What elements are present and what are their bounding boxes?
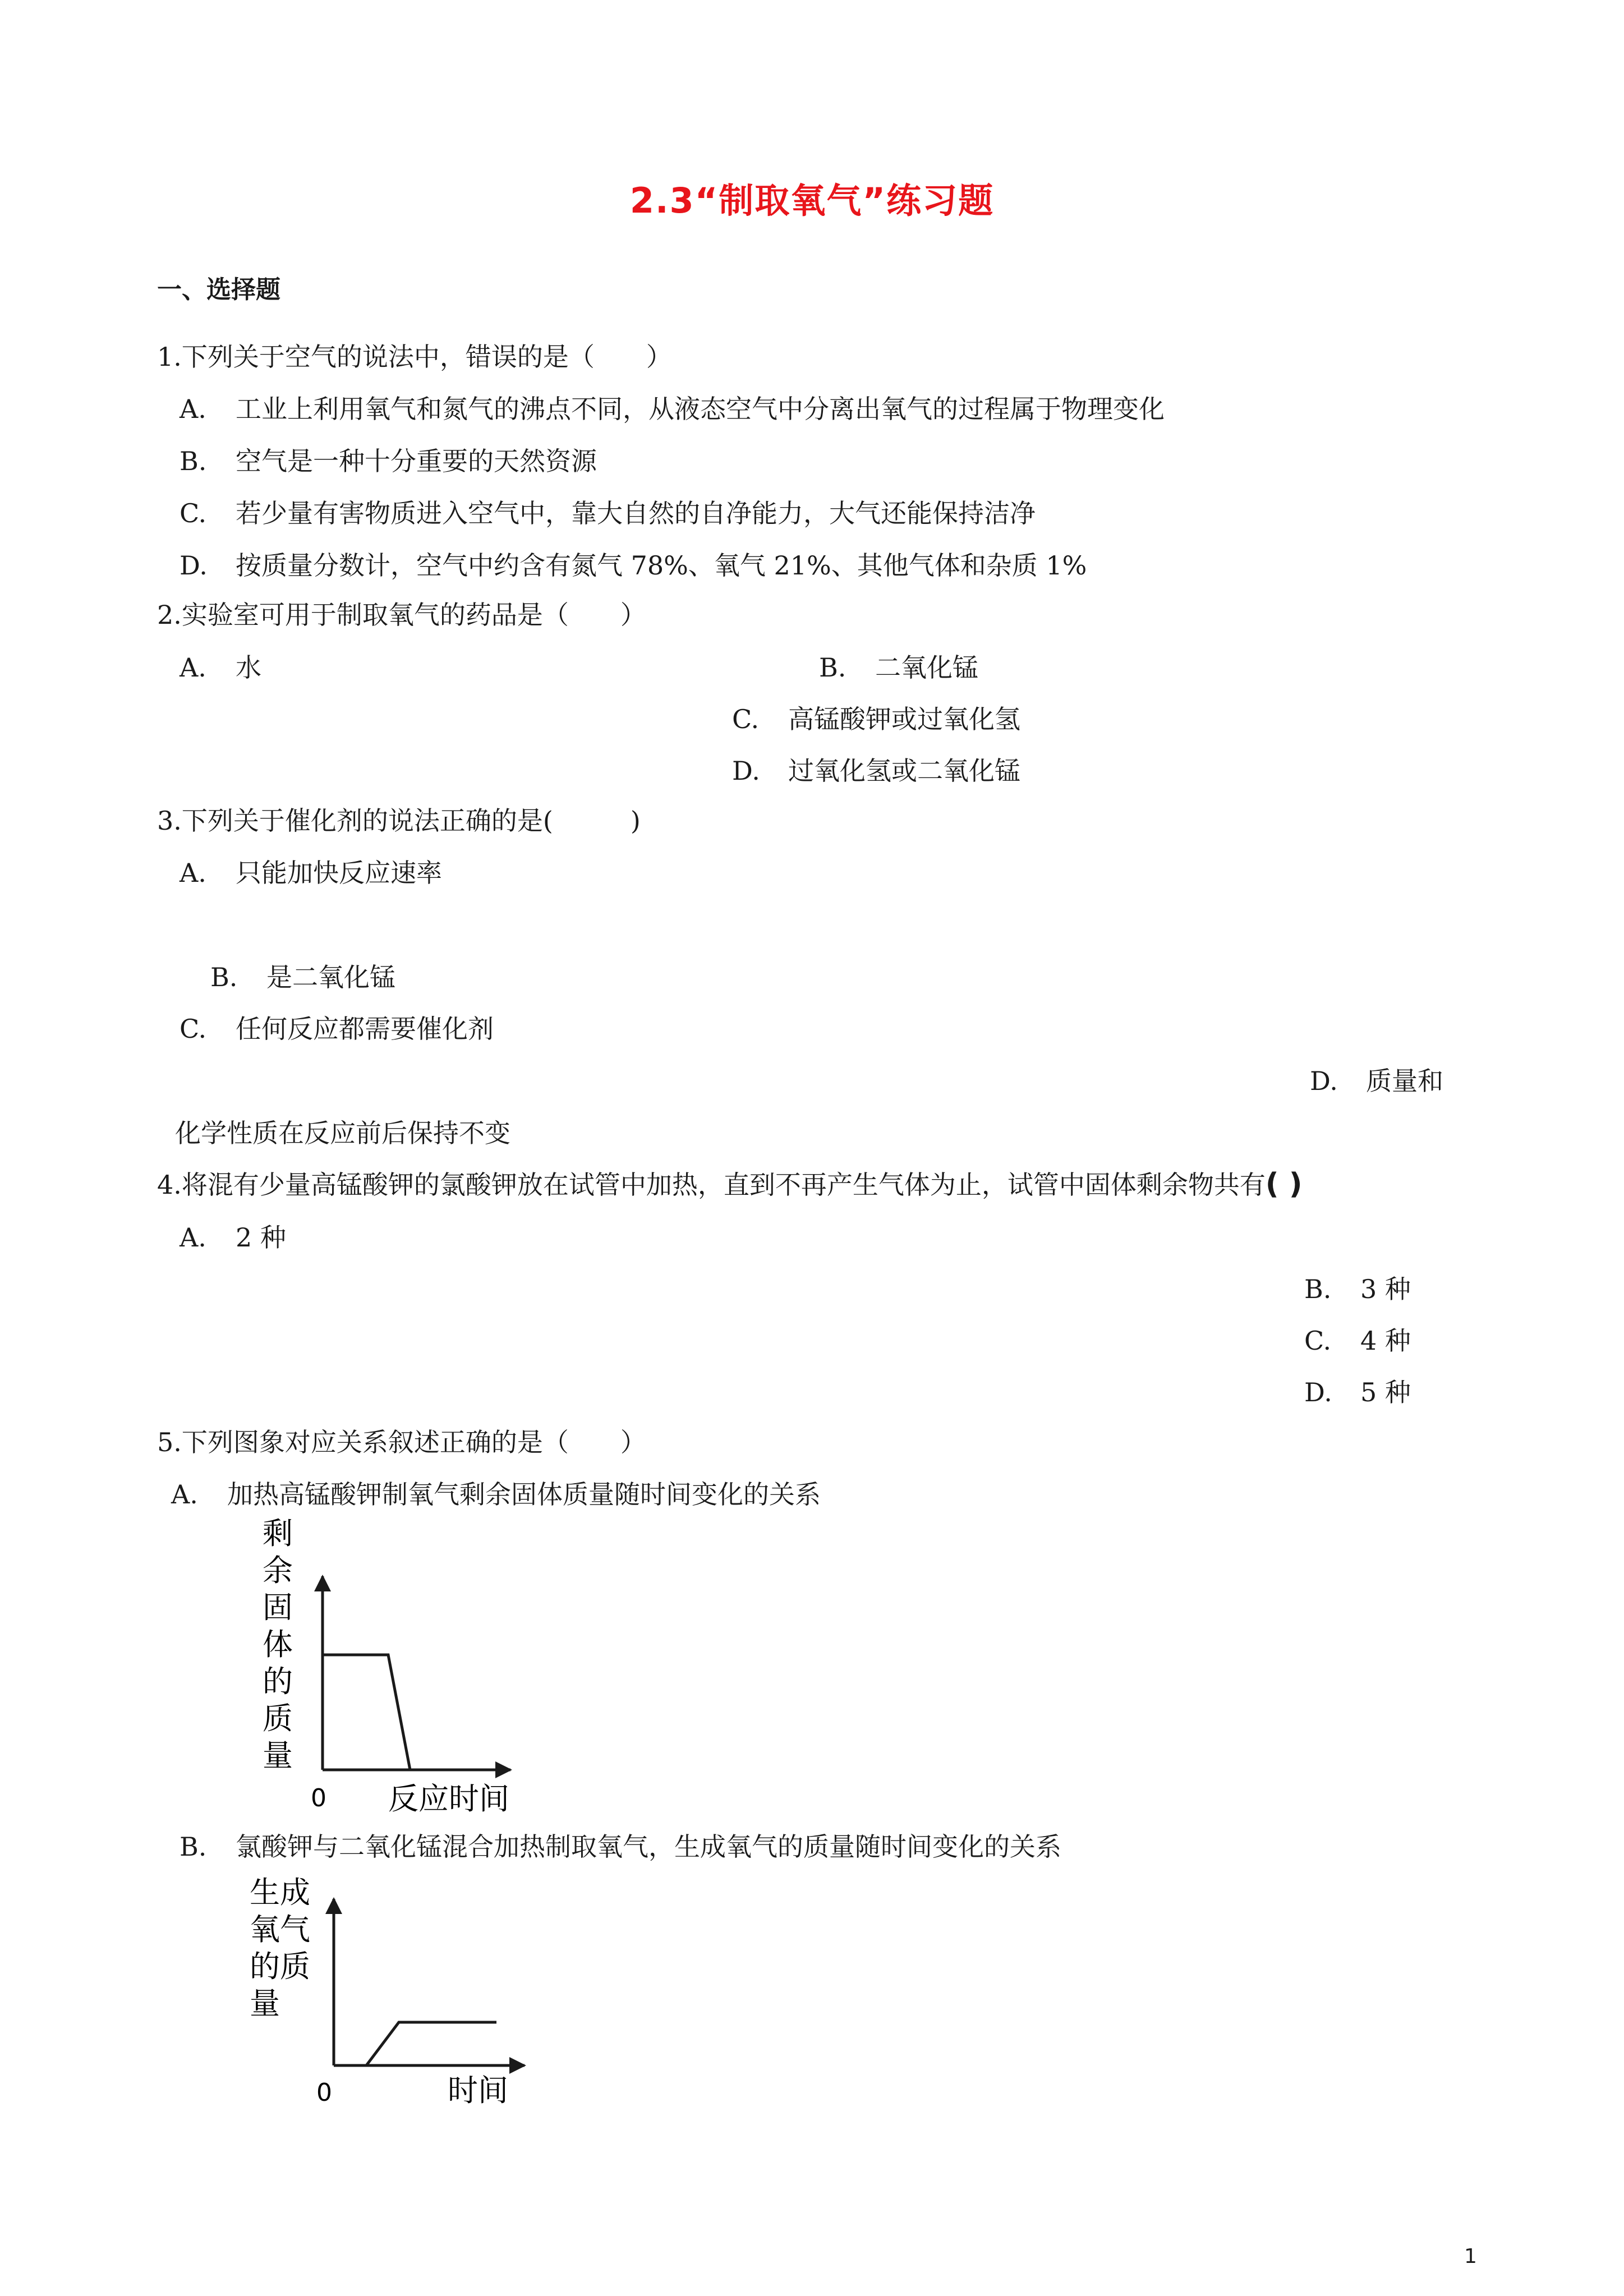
option-text: 质量和	[1366, 1066, 1443, 1096]
option-text: 2 种	[236, 1222, 286, 1253]
option-text: 二氧化锰	[875, 652, 978, 683]
question-4-option-c	[1304, 1320, 1411, 1358]
option-letter: A.	[180, 394, 206, 424]
graph-a-origin: 0	[311, 1784, 326, 1812]
graph-b-origin: 0	[316, 2078, 332, 2107]
option-letter: A.	[180, 858, 206, 888]
graph-a-y-label-char: 体	[263, 1627, 293, 1662]
graph-a-y-label-char: 量	[263, 1738, 293, 1773]
graph-b	[247, 1874, 539, 2109]
option-letter: C.	[732, 704, 760, 734]
graph-a-x-axis-label: 反应时间	[388, 1781, 509, 1816]
graph-a-y-label-char: 质	[263, 1701, 293, 1736]
question-2-option-b	[819, 647, 978, 684]
option-text: 只能加快反应速率	[236, 858, 442, 888]
question-4-option-d	[1304, 1372, 1411, 1409]
option-letter: B.	[210, 962, 238, 992]
question-4-text: 4.将混有少量高锰酸钾的氯酸钾放在试管中加热，直到不再产生气体为止，试管中固体剩余物共有	[157, 1170, 1266, 1200]
option-letter: D.	[732, 756, 760, 786]
question-1-option-a	[180, 389, 1165, 426]
option-letter: A.	[180, 1222, 206, 1253]
question-2-option-a	[180, 647, 261, 684]
question-3-option-a	[180, 853, 442, 890]
question-5-option-b	[180, 1826, 1061, 1864]
option-letter: A.	[180, 652, 206, 683]
option-text: 氯酸钾与二氧化锰混合加热制取氧气，生成氧气的质量随时间变化的关系	[236, 1832, 1061, 1862]
section-heading: 一、选择题	[157, 275, 280, 304]
graph-b-y-label-line: 的质	[250, 1949, 310, 1984]
option-text: 是二氧化锰	[266, 962, 395, 992]
question-2-option-c	[732, 699, 1020, 736]
question-5-option-a	[171, 1474, 821, 1511]
option-text: 任何反应都需要催化剂	[236, 1014, 494, 1044]
option-text: 高锰酸钾或过氧化氢	[788, 704, 1020, 734]
graph-a-y-label-char: 固	[263, 1590, 293, 1625]
option-letter: B.	[1304, 1274, 1332, 1304]
option-letter: D.	[180, 550, 208, 581]
graph-b-y-label-line: 生成	[250, 1875, 310, 1910]
option-letter: C.	[1304, 1326, 1332, 1356]
option-text: 按质量分数计，空气中约含有氮气 78%、氧气 21%、其他气体和杂质 1%	[236, 550, 1087, 581]
option-text: 过氧化氢或二氧化锰	[788, 756, 1020, 786]
question-1-option-c	[180, 493, 1036, 530]
option-letter: C.	[180, 498, 207, 528]
graph-a-y-axis-label	[263, 1516, 293, 1773]
question-3-option-d	[1310, 1061, 1443, 1098]
option-text: 水	[236, 652, 261, 683]
option-letter: D.	[1310, 1066, 1338, 1096]
graph-a-y-label-char: 剩	[263, 1516, 293, 1551]
option-text: 空气是一种十分重要的天然资源	[236, 446, 597, 476]
graph-a-y-label-char: 余	[263, 1553, 293, 1588]
option-text: 4 种	[1360, 1326, 1411, 1356]
option-letter: C.	[180, 1014, 207, 1044]
page-number: 1	[1464, 2245, 1477, 2268]
page-title: 2.3“制取氧气”练习题	[629, 180, 995, 221]
graph-a	[247, 1515, 527, 1829]
graph-b-y-axis-label	[250, 1875, 310, 2021]
option-letter: D.	[1304, 1377, 1332, 1407]
question-3-option-b	[210, 957, 395, 994]
question-5-stem: 5.下列图象对应关系叙述正确的是（ ）	[157, 1427, 646, 1457]
question-4-option-b	[1304, 1269, 1411, 1306]
question-4-option-a	[180, 1217, 286, 1254]
option-letter: B.	[180, 1832, 207, 1862]
option-text: 加热高锰酸钾制氧气剩余固体质量随时间变化的关系	[227, 1479, 821, 1510]
question-4-stem	[157, 1165, 1303, 1202]
question-2-option-d	[732, 751, 1020, 788]
graph-a-curve	[323, 1655, 410, 1770]
question-2-stem: 2.实验室可用于制取氧气的药品是（ ）	[157, 600, 646, 630]
question-3-stem: 3.下列关于催化剂的说法正确的是( )	[157, 806, 641, 836]
option-letter: B.	[819, 652, 846, 683]
question-3-option-c	[180, 1009, 494, 1046]
graph-b-curve	[366, 2022, 496, 2065]
option-text: 工业上利用氧气和氮气的沸点不同，从液态空气中分离出氧气的过程属于物理变化	[236, 394, 1165, 424]
question-3-option-d-continuation: 化学性质在反应前后保持不变	[175, 1118, 510, 1148]
graph-b-y-label-line: 氧气	[250, 1912, 310, 1947]
question-1-option-b	[180, 441, 597, 478]
option-letter: B.	[180, 446, 207, 476]
question-1-option-d	[180, 545, 1087, 582]
question-1-stem: 1.下列关于空气的说法中，错误的是（ ）	[157, 342, 672, 372]
graph-b-x-axis-label: 时间	[448, 2073, 508, 2108]
option-text: 若少量有害物质进入空气中，靠大自然的自净能力，大气还能保持洁净	[236, 498, 1036, 528]
option-text: 5 种	[1360, 1377, 1411, 1407]
option-text: 3 种	[1360, 1274, 1411, 1304]
graph-b-y-label-line: 量	[250, 1986, 280, 2021]
graph-a-y-label-char: 的	[263, 1664, 293, 1699]
option-letter: A.	[171, 1479, 198, 1510]
answer-paren: ( )	[1265, 1167, 1303, 1201]
